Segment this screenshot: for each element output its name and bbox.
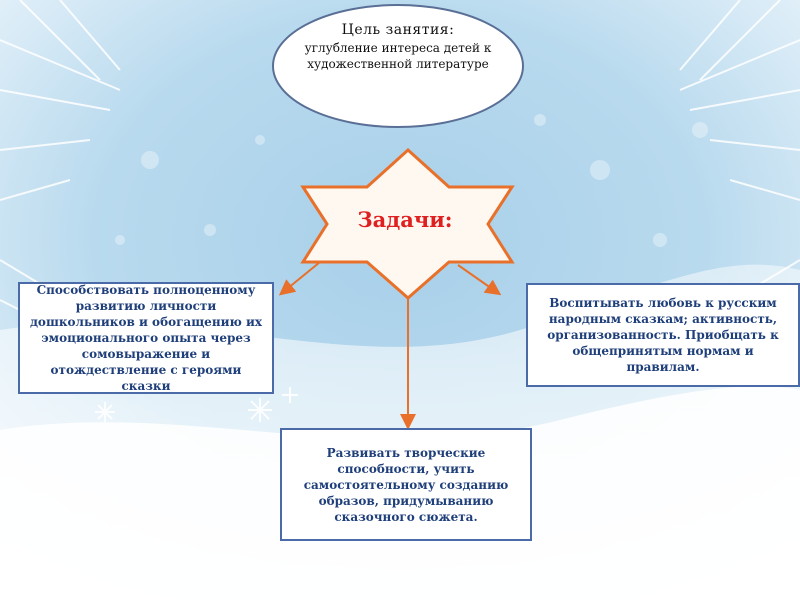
goal-description: углубление интереса детей к художественной литературе xyxy=(304,41,492,71)
task-left-text: Способствовать полноценному развитию личности дошкольников и обогащению их эмоционального опыта через сомовыражение и отождествление с героями сказки xyxy=(29,283,263,393)
goal-heading: Цель занятия: xyxy=(341,22,455,38)
task-box-left xyxy=(18,282,274,394)
task-box-bottom xyxy=(280,428,532,541)
task-right-text: Воспитывать любовь к русским народным сказкам; активность, организованность. Приобщать к общепринятым нормам и правилам. xyxy=(547,296,779,374)
task-box-right xyxy=(526,283,800,387)
goal-text xyxy=(298,22,498,72)
task-bottom-text: Развивать творческие способности, учить самостоятельному созданию образов, придумыванию сказочного сюжета. xyxy=(303,445,509,524)
tasks-label: Задачи: xyxy=(357,207,453,232)
